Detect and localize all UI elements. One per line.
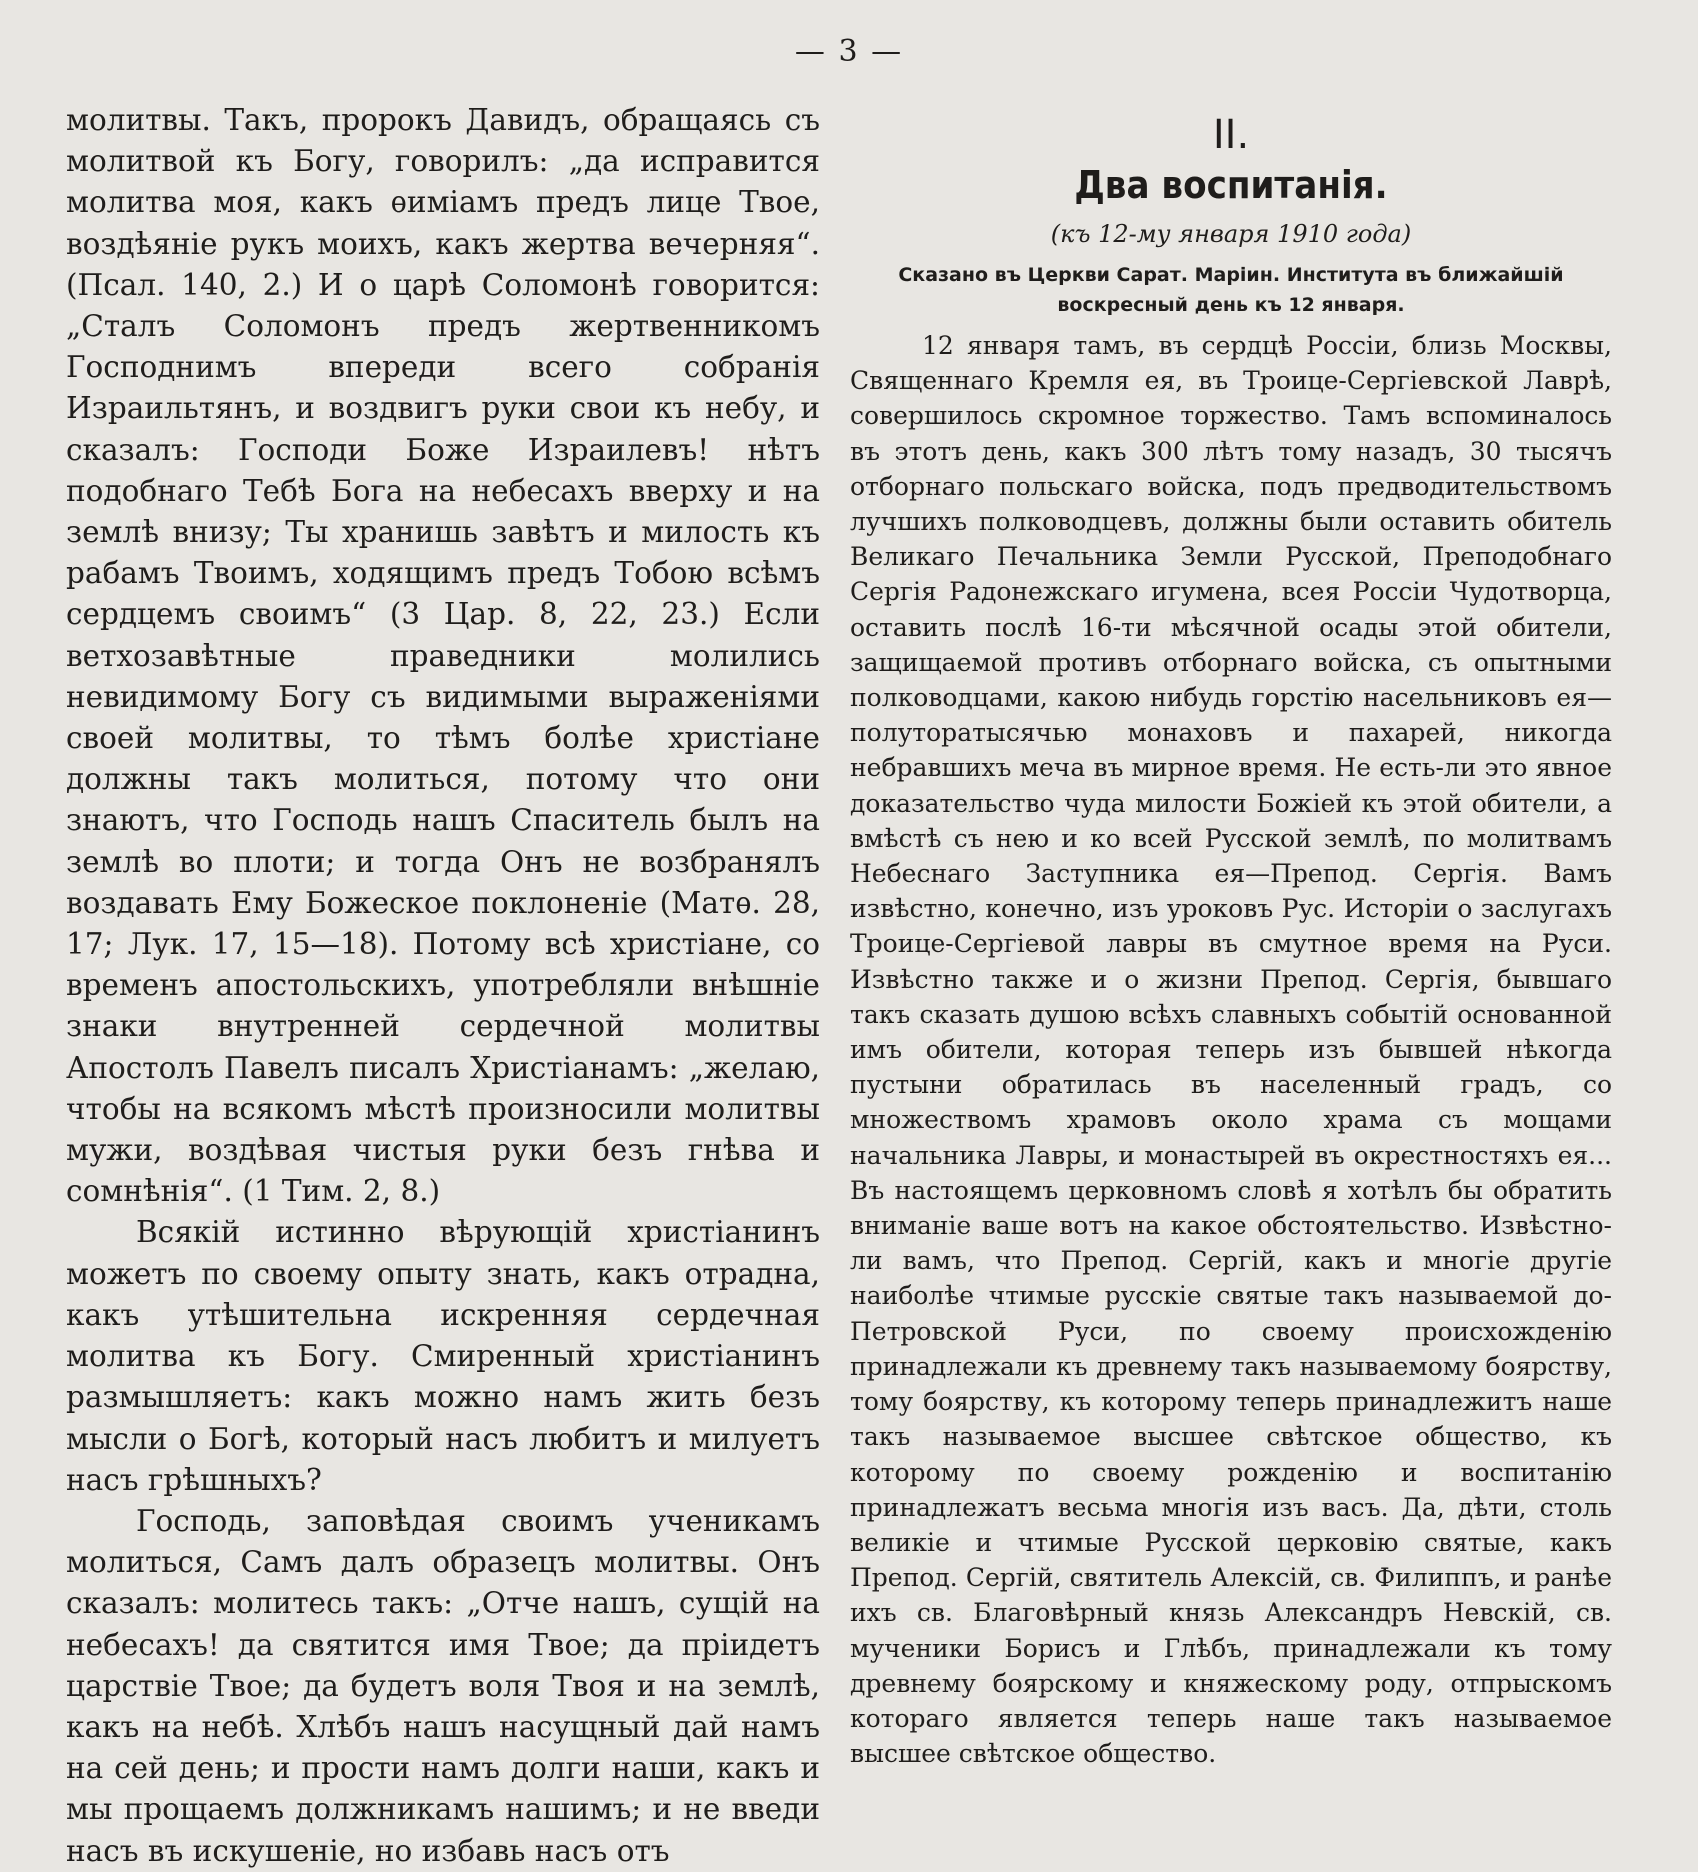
page-number: — 3 — (794, 34, 904, 69)
paragraph: Всякій истинно вѣрующій христіанинъ можетъ по своему опыту знать, какъ отрадна, какъ утѣшительна искренняя сердечная молитва къ Богу. Смиренный христіанинъ размышляетъ: какъ можно намъ жить безъ мысли о Богѣ, который насъ любитъ и милуетъ насъ грѣшныхъ? (66, 1215, 820, 1497)
section-title: Два воспитанія. (1074, 163, 1388, 207)
section-number: II. (1212, 112, 1250, 158)
paragraph: 12 января тамъ, въ сердцѣ Россіи, близь Москвы, Священнаго Кремля ея, въ Троице-Сергіевской Лаврѣ, совершилось скромное торжество. Тамъ вспоминалось въ этотъ день, какъ 300 лѣтъ тому назадъ, 30 тысячъ отборнаго польскаго войска, подъ предводительствомъ лучшихъ полководцевъ, должны были оставить обитель Великаго Печальника Земли Русской, Преподобнаго Сергія Радонежскаго игумена, всея Россіи Чудотворца, оставить послѣ 16-ти мѣсячной осады этой обители, защищаемой противъ отборнаго войска, съ опытными полководцами, какою нибудь горстію насельниковъ ея—полуторатысячью монаховъ и пахарей, никогда небравшихъ меча въ мирное время. Не есть-ли это явное доказательство чуда милости Божіей къ этой обители, а вмѣстѣ съ нею и ко всей Русской землѣ, по молитвамъ Небеснаго Заступника ея—Препод. Сергія. Вамъ извѣстно, конечно, изъ уроковъ Рус. Исторіи о заслугахъ Троице-Сергіевой лавры въ смутное время на Руси. Извѣстно также и о жизни Препод. Сергія, бывшаго такъ сказать душою всѣхъ славныхъ событій основанной имъ обители, которая теперь изъ бывшей нѣкогда пустыни обратилась въ населенный градъ, со множествомъ храмовъ около храма съ мощами начальника Лавры, и монастырей въ окрестностяхъ ея... Въ настоящемъ церковномъ словѣ я хотѣлъ бы обратить вниманіе ваше вотъ на какое обстоятельство. Извѣстно-ли вамъ, что Препод. Сергій, какъ и многіе другіе наиболѣе чтимые русскіе святые такъ называемой до-Петровской Руси, по своему происхожденію принадлежали къ древнему такъ называемому боярству, тому боярству, къ которому теперь принадлежитъ наше такъ называемое высшее свѣтское общество, къ которому по своему рожденію и воспитанію принадлежатъ весьма многія изъ васъ. Да, дѣти, столь великіе и чтимые Русской церковію святые, какъ Препод. Сергій, святитель Алексій, св. Филиппъ, и ранѣе ихъ св. Благовѣрный князь Александръ Невскій, св. мученики Борисъ и Глѣбъ, принадлежали къ тому древнему боярскому и княжескому роду, отпрыскомъ котораго является теперь наше такъ называемое высшее свѣтское общество. (850, 331, 1612, 1769)
paragraph: Господь, заповѣдая своимъ ученикамъ молиться, Самъ далъ образецъ молитвы. Онъ сказалъ: молитесь такъ: „Отче нашъ, сущій на небесахъ! да святится имя Твое; да пріидетъ царствіе Твое; да будетъ воля Твоя и на землѣ, какъ на небѣ. Хлѣбъ нашъ насущный дай намъ на сей день; и прости намъ долги наши, какъ и мы прощаемъ должникамъ нашимъ; и не введи насъ въ искушеніе, но избавь насъ отъ (66, 1503, 820, 1868)
left-column (66, 100, 820, 1872)
right-column (850, 110, 1612, 1771)
section-note: Сказано въ Церкви Сарат. Маріин. Института въ ближайшій воскресный день къ 12 января. (898, 264, 1564, 316)
section-date: (къ 12-му января 1910 года) (1050, 220, 1412, 248)
paragraph: молитвы. Такъ, пророкъ Давидъ, обращаясь съ молитвой къ Богу, говорилъ: „да исправится молитва моя, какъ ѳиміамъ предъ лице Твое, воздѣяніе рукъ моихъ, какъ жертва вечерняя“. (Псал. 140, 2.) И о царѣ Соломонѣ говорится: „Сталъ Соломонъ предъ жертвенникомъ Господнимъ впереди всего собранія Израильтянъ, и воздвигъ руки свои къ небу, и сказалъ: Господи Боже Израилевъ! нѣтъ подобнаго Тебѣ Бога на небесахъ вверху и на землѣ внизу; Ты хранишь завѣтъ и милость къ рабамъ Твоимъ, ходящимъ предъ Тобою всѣмъ сердцемъ своимъ“ (3 Цар. 8, 22, 23.) Если ветхозавѣтные праведники молились невидимому Богу съ видимыми выраженіями своей молитвы, то тѣмъ болѣе христіане должны такъ молиться, потому что они знаютъ, что Господь нашъ Спаситель былъ на землѣ во плоти; и тогда Онъ не возбранялъ воздавать Ему Божеское поклоненіе (Матѳ. 28, 17; Лук. 17, 15—18). Потому всѣ христіане, со временъ апостольскихъ, употребляли внѣшніе знаки внутренней сердечной молитвы Апостолъ Павелъ писалъ Христіанамъ: „желаю, чтобы на всякомъ мѣстѣ произносили молитвы мужи, воздѣвая чистыя руки безъ гнѣва и сомнѣнія“. (1 Тим. 2, 8.) (66, 103, 820, 1209)
